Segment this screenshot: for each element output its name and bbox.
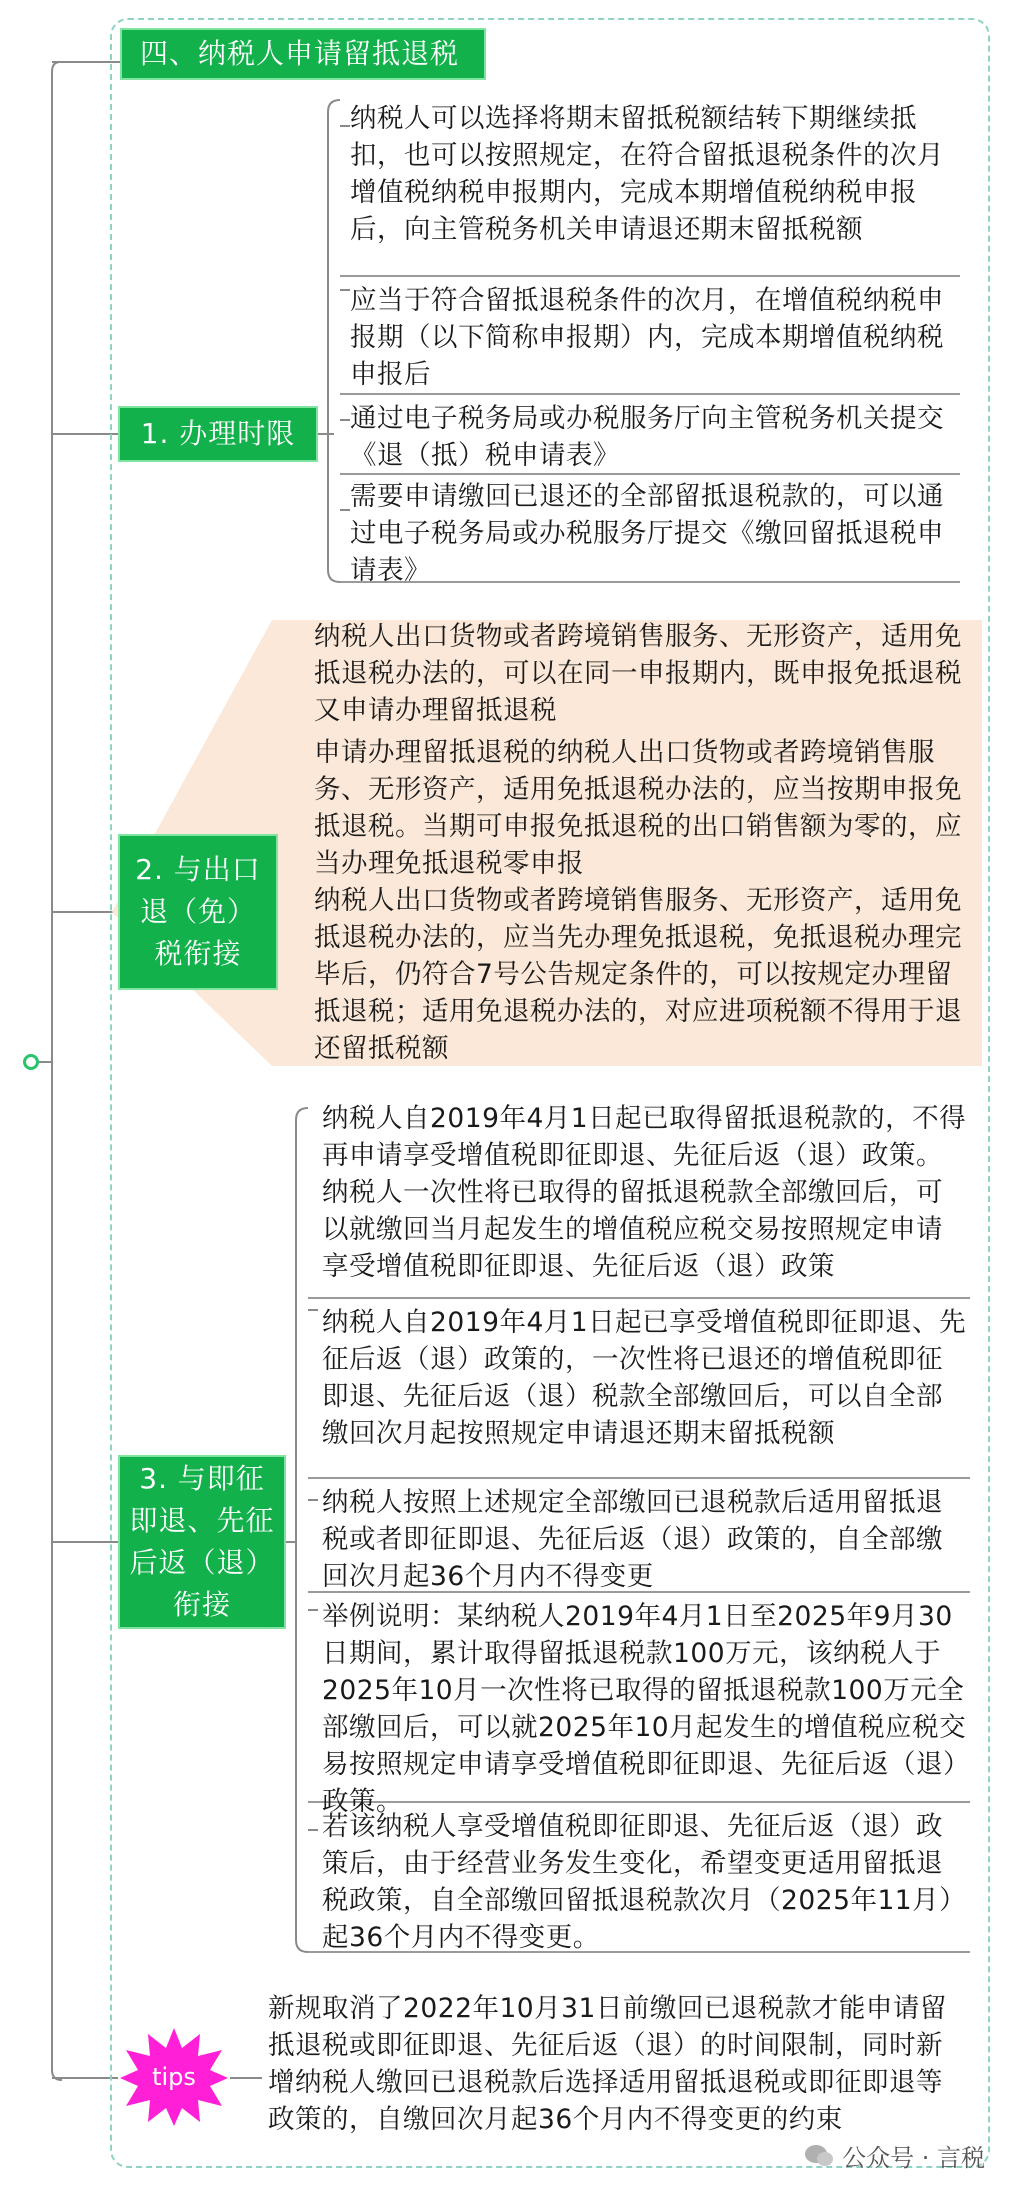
tips-text: 新规取消了2022年10月31日前缴回已退税款才能申请留抵退税或即征即退、先征后返（退）的时间限制，同时新增纳税人缴回已退税款后选择适用留抵退税或即征即退等政策的，自缴回次月起36个月内不得变更的约束	[268, 1993, 947, 2135]
wechat-icon	[804, 2144, 834, 2168]
tips-label: tips	[152, 2063, 196, 2091]
section-3-item-5: 若该纳税人享受增值税即征即退、先征后返（退）政策后，由于经营业务发生变化，希望变更适用留抵退税政策，自全部缴回留抵退税款次月（2025年11月）起36个月内不得变更。	[322, 1811, 967, 1953]
section-2-item-1: 纳税人出口货物或者跨境销售服务、无形资产，适用免抵退税办法的，可以在同一申报期内，既申报免抵退税又申请办理留抵退税	[314, 621, 962, 726]
section-1-item-4: 需要申请缴回已退还的全部留抵退税款的，可以通过电子税务局或办税服务厅提交《缴回留抵退税申请表》	[350, 481, 944, 586]
section-3-item-1: 纳税人自2019年4月1日起已取得留抵退税款的，不得再申请享受增值税即征即退、先征后返（退）政策。纳税人一次性将已取得的留抵退税款全部缴回后，可以就缴回当月起发生的增值税应税交易按照规定申请享受增值税即征即退、先征后返（退）政策	[322, 1103, 967, 1282]
page-title: 四、纳税人申请留抵退税	[120, 28, 486, 80]
section-2-label[interactable]: 2. 与出口退（免）税衔接	[118, 834, 278, 990]
section-1-item-3: 通过电子税务局或办税服务厅向主管税务机关提交《退（抵）税申请表》	[350, 403, 944, 471]
section-3-item-4: 举例说明：某纳税人2019年4月1日至2025年9月30日期间，累计取得留抵退税款100万元，该纳税人于2025年10月一次性将已取得的留抵退税款100万元全部缴回后，可以就2025年10月起发生的增值税应税交易按照规定申请享受增值税即征即退、先征后返（退）政策。	[322, 1601, 967, 1817]
section-1-label[interactable]: 1. 办理时限	[118, 406, 318, 462]
section-2-item-2: 申请办理留抵退税的纳税人出口货物或者跨境销售服务、无形资产，适用免抵退税办法的，应当按期申报免抵退税。当期可申报免抵退税的出口销售额为零的，应当办理免抵退税零申报	[314, 737, 962, 879]
section-1-item-2: 应当于符合留抵退税条件的次月，在增值税纳税申报期（以下简称申报期）内，完成本期增值税纳税申报后	[350, 285, 944, 390]
section-2-item-3: 纳税人出口货物或者跨境销售服务、无形资产，适用免抵退税办法的，应当先办理免抵退税，免抵退税办理完毕后，仍符合7号公告规定条件的，可以按规定办理留抵退税；适用免退税办法的，对应进项税额不得用于退还留抵税额	[314, 885, 962, 1064]
watermark	[804, 2138, 985, 2173]
section-3-item-2: 纳税人自2019年4月1日起已享受增值税即征即退、先征后返（退）政策的，一次性将已退还的增值税即征即退、先征后返（退）税款全部缴回后，可以自全部缴回次月起按照规定申请退还期末留抵税额	[322, 1307, 967, 1449]
section-3-label[interactable]: 3. 与即征即退、先征后返（退）衔接	[118, 1455, 286, 1629]
watermark-text: 公众号 · 言税	[842, 2144, 985, 2172]
tips-badge[interactable]	[118, 2026, 230, 2128]
root-node[interactable]	[23, 1054, 39, 1070]
section-1-item-1: 纳税人可以选择将期末留抵税额结转下期继续抵扣，也可以按照规定，在符合留抵退税条件的次月增值税纳税申报期内，完成本期增值税纳税申报后，向主管税务机关申请退还期末留抵税额	[350, 103, 944, 245]
section-3-item-3: 纳税人按照上述规定全部缴回已退税款后适用留抵退税或者即征即退、先征后返（退）政策的，自全部缴回次月起36个月内不得变更	[322, 1487, 943, 1592]
